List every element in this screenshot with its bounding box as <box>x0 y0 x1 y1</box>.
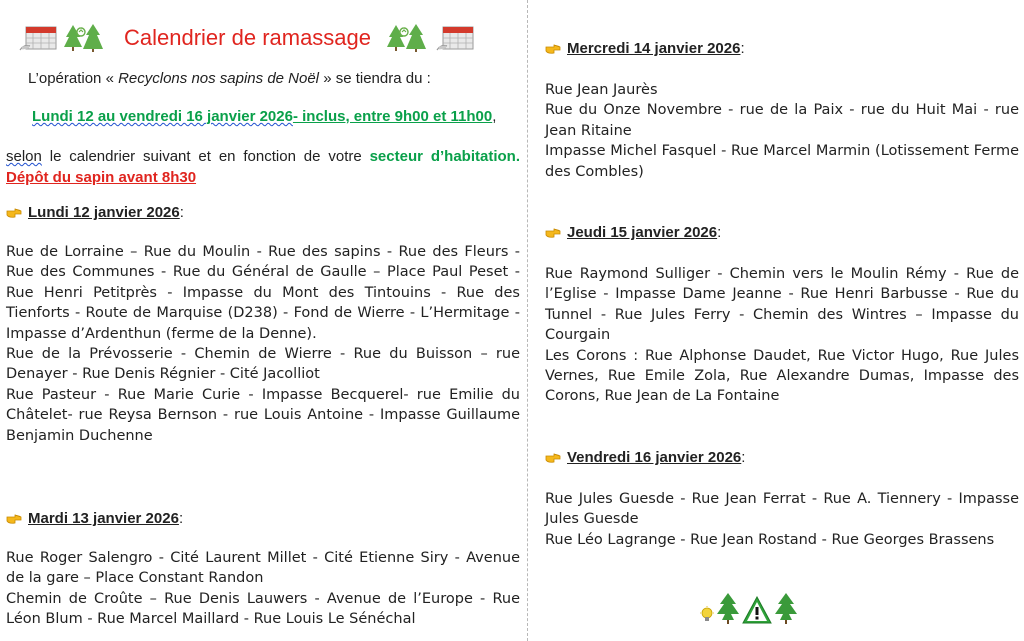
pointing-hand-icon <box>545 225 561 239</box>
deposit-deadline: Dépôt du sapin avant 8h30 <box>6 169 197 186</box>
street-list: Les Corons : Rue Alphonse Daudet, Rue Victor Hugo, Rue Jules Vernes, Rue Emile Zola, Rue Alexandre Dumas, Impasse des Corons, Rue Jean de La Fontaine <box>545 347 1019 405</box>
streets-lundi <box>6 242 520 446</box>
day-label: Lundi 12 janvier 2026 <box>28 204 180 221</box>
day-heading-mercredi <box>545 40 745 57</box>
calendar-note <box>6 146 520 188</box>
pointing-hand-icon <box>545 41 561 55</box>
intro-operation-name: Recyclons nos sapins de Noël <box>118 70 320 87</box>
day-label: Mercredi 14 janvier 2026 <box>567 40 741 57</box>
calendar-icon <box>435 24 477 52</box>
street-list: Impasse Michel Fasquel - Rue Marcel Marmin (Lotissement Ferme des Combles) <box>545 143 1019 180</box>
day-colon: : <box>741 449 746 466</box>
title-row <box>18 18 508 58</box>
footer-icons <box>700 590 814 624</box>
day-heading-lundi <box>6 204 184 221</box>
selon-word: selon <box>6 148 42 165</box>
pointing-hand-icon <box>6 511 22 525</box>
dates-hours: , entre 9h00 et 11h00 <box>345 108 493 125</box>
day-label: Vendredi 16 janvier 2026 <box>567 449 742 466</box>
fir-tree-icon <box>716 592 740 624</box>
collection-dates <box>32 108 496 125</box>
fir-trees-icon <box>64 23 108 53</box>
column-divider <box>527 0 528 641</box>
street-list: Rue de Lorraine – Rue du Moulin - Rue des sapins - Rue des Fleurs - Rue des Communes - Rue du Général de Gaulle – Place Paul Peset - Rue Henri Petitprès - Impasse du Mont des Tintouins - Rue des Tienforts - Route de Marquise (D238) - Fond de Wierre - L’Hermitage - Impasse d’Ardenthun (ferme de la Denne). <box>6 244 520 342</box>
day-heading-vendredi <box>545 449 745 466</box>
warning-triangle-icon <box>742 596 772 624</box>
streets-mardi <box>6 548 520 630</box>
day-colon: : <box>717 224 722 241</box>
pointing-hand-icon <box>6 205 22 219</box>
street-list: Rue Pasteur - Rue Marie Curie - Impasse Becquerel- rue Emilie du Châtelet- rue Reysa Bernson - rue Louis Antoine - Impasse Guillaume Benjamin Duchenne <box>6 386 520 444</box>
intro-after: » se tiendra du : <box>319 70 431 87</box>
street-list: Rue de la Prévosserie - Chemin de Wierre - Rue du Buisson – rue Denayer - Rue Denis Régnier - Cité Jacolliot <box>6 346 520 383</box>
street-list: Rue Roger Salengro - Cité Laurent Millet - Cité Etienne Siry - Avenue de la gare – Place Constant Randon <box>6 550 520 587</box>
day-colon: : <box>178 510 184 527</box>
day-label: Mardi 13 janvier 2026 <box>28 510 179 527</box>
street-list: Chemin de Croûte – Rue Denis Lauwers - Avenue de l’Europe - Rue Léon Blum - Rue Marcel Maillard - Rue Louis Le Sénéchal <box>6 590 520 628</box>
day-colon: : <box>740 40 745 57</box>
dates-range: Lundi 12 au vendredi 16 janvier 2026 <box>32 108 293 125</box>
intro-before: L’opération « <box>28 70 119 87</box>
lightbulb-icon <box>700 606 714 624</box>
day-label: Jeudi 15 janvier 2026 <box>567 224 718 241</box>
street-list: Rue du Onze Novembre - rue de la Paix - rue du Huit Mai - rue Jean Ritaine <box>545 102 1019 139</box>
street-list: Rue Léo Lagrange - Rue Jean Rostand - Rue Georges Brassens <box>545 531 995 548</box>
calendar-icon <box>18 24 60 52</box>
sector-text: secteur d’habitation. <box>369 148 520 165</box>
selon-rest: le calendrier suivant et en fonction de votre <box>41 148 370 165</box>
page-title: Calendrier de ramassage <box>124 25 372 50</box>
streets-vendredi <box>545 489 1019 550</box>
day-colon: : <box>179 204 184 221</box>
street-list: Rue Jean Jaurès <box>545 82 658 98</box>
dates-comma: , <box>492 108 497 125</box>
day-heading-mardi <box>6 510 183 527</box>
fir-tree-icon <box>774 592 798 624</box>
day-heading-jeudi <box>545 224 721 241</box>
street-list: Rue Raymond Sulliger - Chemin vers le Moulin Rémy - Rue de l’Eglise - Impasse Dame Jeanne - Rue Henri Barbusse - Rue du Tunnel - Rue Jules Ferry - Chemin des Wintres – Impasse du Courgain <box>545 266 1019 344</box>
streets-mercredi <box>545 80 1019 182</box>
dates-inclusive: - inclus <box>292 108 346 125</box>
intro-text <box>28 70 431 87</box>
streets-jeudi <box>545 264 1019 407</box>
fir-trees-icon <box>387 23 431 53</box>
street-list: Rue Jules Guesde - Rue Jean Ferrat - Rue A. Tiennery - Impasse Jules Guesde <box>545 491 1019 528</box>
pointing-hand-icon <box>545 450 561 464</box>
